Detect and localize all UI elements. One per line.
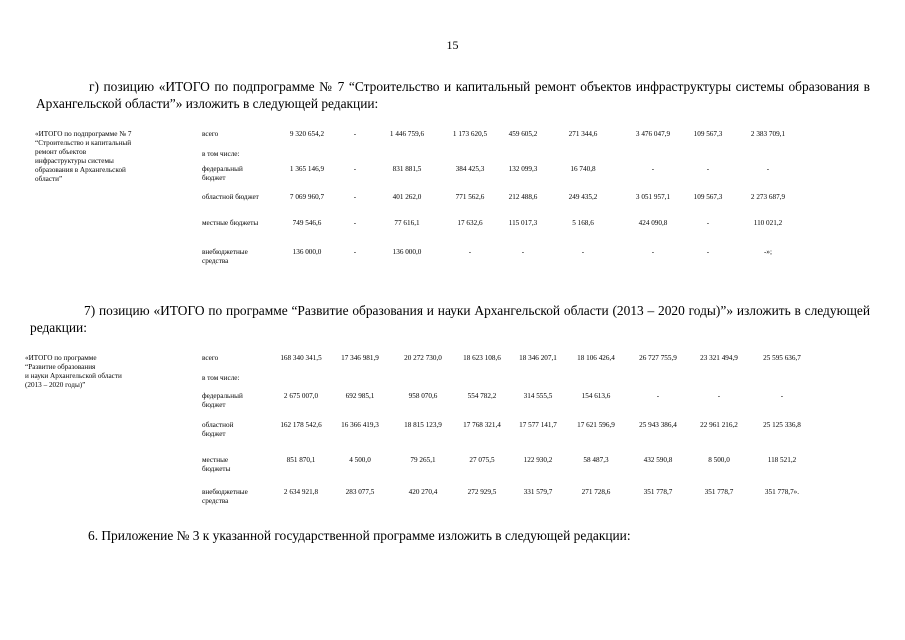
funding-source-label: внебюджетные средства [202,248,248,265]
table-cell: 109 567,3 [693,130,723,138]
funding-source-label: федеральный бюджет [202,392,243,409]
table-cell: 771 562,6 [455,193,485,201]
table-cell: 420 270,4 [408,488,438,496]
table-cell: - [717,392,721,400]
table-cell: 79 265,1 [410,456,436,464]
table-cell: 18 106 426,4 [577,354,615,362]
table-cell: 831 881,5 [392,165,422,173]
table-cell: 2 383 709,1 [750,130,786,138]
table-row [25,421,865,441]
table-cell: 122 930,2 [523,456,553,464]
table-cell: 17 621 596,9 [577,421,615,429]
table-cell: 212 488,6 [508,193,538,201]
table-cell: 331 579,7 [523,488,553,496]
table-cell: 27 075,5 [469,456,495,464]
table-cell: 459 605,2 [508,130,538,138]
table-cell: 18 815 123,9 [404,421,442,429]
table-row [35,219,855,239]
table-cell: 5 168,6 [572,219,594,227]
funding-source-label: всего [202,130,219,138]
table-cell: 271 344,6 [568,130,598,138]
table-cell: 168 340 341,5 [280,354,322,362]
table-cell: 424 090,8 [638,219,668,227]
table-cell: 18 346 207,1 [519,354,557,362]
table-cell: 314 555,5 [523,392,553,400]
table-cell: - [706,219,710,227]
table-cell: - [468,248,472,256]
table-cell: 136 000,0 [292,248,322,256]
table-cell: - [353,130,357,138]
funding-source-label: внебюджетные средства [202,488,248,505]
table-cell: 25 595 636,7 [763,354,801,362]
funding-source-label: в том числе: [202,150,240,158]
table-cell: 17 577 141,7 [519,421,557,429]
table-cell: 958 070,6 [408,392,438,400]
funding-source-label: местные бюджеты [202,219,259,227]
table-cell: 271 728,6 [581,488,611,496]
table-cell: 26 727 755,9 [639,354,677,362]
table-row-label: «ИТОГО по программе “Развитие образования и науки Архангельской области (2013 – 2020 годы)” [25,354,122,389]
table-row [25,392,865,412]
table-cell: 22 961 216,2 [700,421,738,429]
paragraph-7: 7) позицию «ИТОГО по программе “Развитие образования и науки Архангельской области (2013 – 2020 годы)”» изложить в следующей редакции: [30,303,870,335]
table-cell: 136 000,0 [392,248,422,256]
table-cell: 351 778,7 [704,488,734,496]
page-number: 15 [446,38,459,52]
table-cell: 851 870,1 [286,456,316,464]
table-cell: 2 273 687,9 [750,193,786,201]
table-program-total [25,354,865,514]
table-cell: - [581,248,585,256]
table-cell: 9 320 654,2 [289,130,325,138]
funding-source-label: местные бюджеты [202,456,231,473]
table-row [25,354,865,374]
table-cell: - [780,392,784,400]
paragraph-6: 6. Приложение № 3 к указанной государственной программе изложить в следующей редакции: [88,528,631,543]
table-cell: 1 365 146,9 [289,165,325,173]
table-row [25,456,865,476]
table-cell: 118 521,2 [767,456,797,464]
table-row [35,248,855,268]
table-cell: - [353,219,357,227]
table-cell: 1 446 759,6 [389,130,425,138]
table-cell: 249 435,2 [568,193,598,201]
table-cell: 283 077,5 [345,488,375,496]
table-cell: 17 346 981,9 [341,354,379,362]
table-row [35,130,855,150]
table-cell: - [353,248,357,256]
table-cell: 162 178 542,6 [280,421,322,429]
table-cell: 2 634 921,8 [283,488,319,496]
table-cell: 25 125 336,8 [763,421,801,429]
table-cell: - [651,165,655,173]
table-cell: - [656,392,660,400]
table-cell: 115 017,3 [508,219,538,227]
table-cell: 18 623 108,6 [463,354,501,362]
funding-source-label: областной бюджет [202,193,259,201]
table-cell: 23 321 494,9 [700,354,738,362]
table-row [35,165,855,185]
table-cell: - [353,165,357,173]
table-cell: 110 021,2 [753,219,783,227]
table-cell: - [766,165,770,173]
table-row-label: «ИТОГО по подпрограмме № 7 “Строительство и капитальный ремонт объектов инфраструктуры системы образования в Архангельской области” [35,130,132,183]
table-cell: 384 425,3 [455,165,485,173]
table-cell: - [706,248,710,256]
table-cell: 109 567,3 [693,193,723,201]
table-cell: 17 768 321,4 [463,421,501,429]
table-cell: 1 173 620,5 [452,130,488,138]
table-cell: 2 675 007,0 [283,392,319,400]
funding-source-label: федеральный бюджет [202,165,243,182]
table-subprogram-7 [35,130,855,270]
table-cell: 8 500,0 [708,456,730,464]
funding-source-label: областной бюджет [202,421,234,438]
table-cell: 20 272 730,0 [404,354,442,362]
table-cell: - [353,193,357,201]
table-cell: 272 929,5 [467,488,497,496]
table-cell: 3 476 047,9 [635,130,671,138]
table-cell: 154 613,6 [581,392,611,400]
table-cell: 17 632,6 [457,219,483,227]
table-cell: 16 366 419,3 [341,421,379,429]
table-cell: 25 943 386,4 [639,421,677,429]
table-cell: - [706,165,710,173]
table-cell: 77 616,1 [394,219,420,227]
table-row [25,374,865,394]
table-cell: 554 782,2 [467,392,497,400]
table-cell: 692 985,1 [345,392,375,400]
table-cell: -»; [764,248,772,256]
table-cell: - [521,248,525,256]
table-cell: 16 740,8 [570,165,596,173]
table-cell: 3 051 957,1 [635,193,671,201]
table-cell: 351 778,7 [643,488,673,496]
table-cell: - [651,248,655,256]
table-cell: 58 487,3 [583,456,609,464]
table-cell: 4 500,0 [349,456,371,464]
table-cell: 749 546,6 [292,219,322,227]
table-cell: 432 590,8 [643,456,673,464]
paragraph-g: г) позицию «ИТОГО по подпрограмме № 7 “Строительство и капитальный ремонт объектов инфраструктуры системы образования в Архангельской области”» изложить в следующей редакции: [36,79,870,111]
table-cell: 401 262,0 [392,193,422,201]
table-cell: 132 099,3 [508,165,538,173]
funding-source-label: всего [202,354,219,362]
table-row [25,488,865,508]
table-row [35,193,855,213]
table-cell: 7 069 960,7 [289,193,325,201]
funding-source-label: в том числе: [202,374,240,382]
table-cell: 351 778,7». [764,488,800,496]
